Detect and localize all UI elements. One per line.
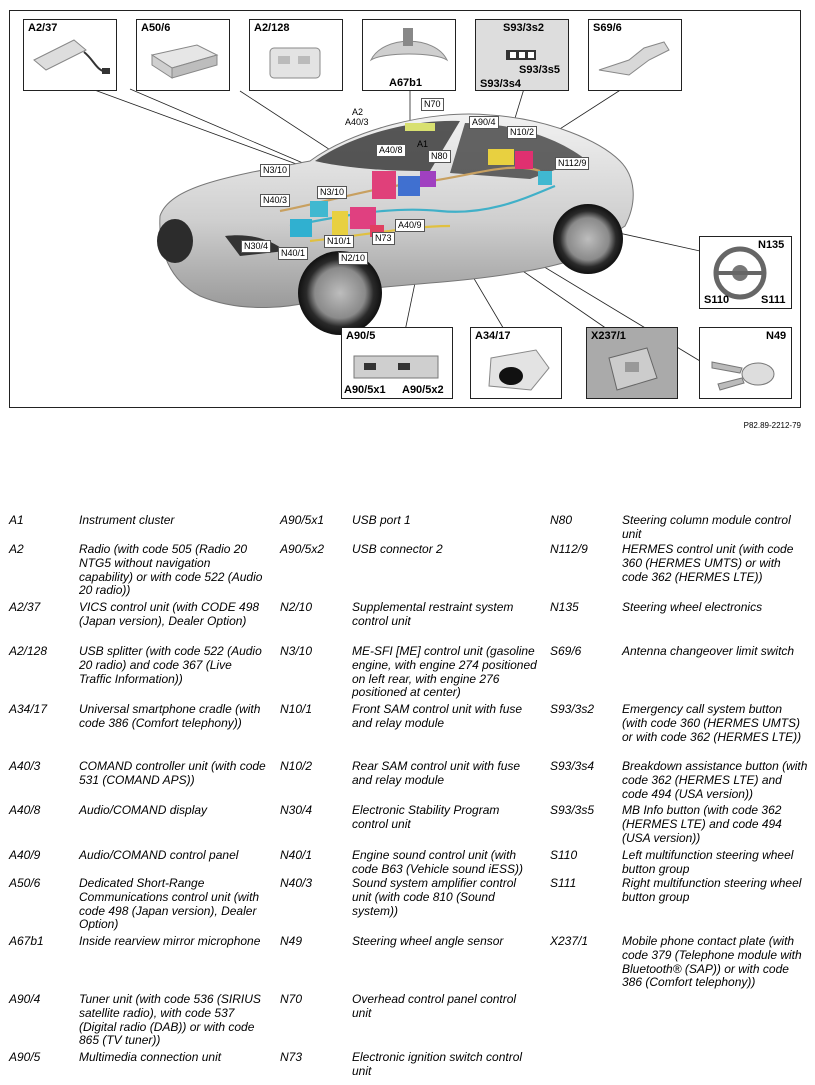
legend-code: A90/5x2 — [280, 542, 325, 556]
legend-code: A2/128 — [9, 644, 48, 658]
inset-a2-128 — [249, 19, 343, 91]
legend-code: A90/4 — [9, 992, 41, 1006]
inset-label: S69/6 — [593, 22, 622, 34]
inset-label: A67b1 — [389, 77, 423, 89]
legend-code: N112/9 — [550, 542, 588, 556]
callout-a40-8: A40/8 — [376, 144, 406, 157]
legend-description: Multimedia connection unit — [79, 1050, 222, 1064]
legend-code: A90/5x1 — [280, 513, 325, 527]
inset-label: A2/37 — [28, 22, 58, 34]
callout-n40-1: N40/1 — [278, 247, 308, 260]
legend-description: Audio/COMAND display — [79, 803, 208, 817]
legend-code: N10/2 — [280, 759, 313, 773]
callout-a2: A2 — [352, 107, 364, 117]
legend-description: Breakdown assistance button (with code 362 (HERMES LTE) and code 494 (USA version)) — [622, 759, 808, 801]
legend-code: N80 — [550, 513, 573, 527]
callout-n3-10-mid: N3/10 — [317, 186, 347, 199]
legend-code: N10/1 — [280, 702, 313, 716]
figure-reference: P82.89-2212-79 — [743, 421, 801, 430]
contact-plate-icon — [587, 328, 677, 398]
legend-code: N73 — [280, 1050, 303, 1064]
legend-description: ME-SFI [ME] control unit (gasoline engine, with engine 274 positioned on left rear, with engine 276 positioned at center) — [352, 644, 537, 700]
callout-n40-3: N40/3 — [260, 194, 290, 207]
smartphone-cradle-icon — [471, 328, 561, 398]
inset-a34-17 — [470, 327, 562, 399]
legend-code: S110 — [550, 848, 578, 862]
legend-code: N135 — [550, 600, 579, 614]
legend-description: Sound system amplifier control unit (with code 810 (Sound system)) — [352, 876, 517, 918]
legend-description: Rear SAM control unit with fuse and relay module — [352, 759, 521, 787]
legend-code: N70 — [280, 992, 303, 1006]
legend-description: Right multifunction steering wheel button group — [622, 876, 802, 904]
legend-code: S93/3s5 — [550, 803, 595, 817]
legend-description: Steering wheel electronics — [622, 600, 763, 614]
inset-label: A90/5x1 — [344, 384, 386, 396]
inset-label: S111 — [761, 294, 786, 306]
inset-label: A90/5x2 — [402, 384, 444, 396]
legend-code: N3/10 — [280, 644, 313, 658]
legend-description: Steering column module control unit — [622, 513, 791, 541]
legend-description: Radio (with code 505 (Radio 20 NTG5 without navigation capability) or with code 522 (Audio 20 radio)) — [79, 542, 263, 598]
inset-a50-6 — [136, 19, 230, 91]
usb-splitter-icon — [250, 20, 342, 90]
inset-label: N49 — [766, 330, 787, 342]
legend-description: Emergency call system button (with code 360 (HERMES UMTS) or with code 362 (HERMES LTE)) — [622, 702, 802, 744]
callout-n30-4: N30/4 — [241, 240, 271, 253]
legend-description: HERMES control unit (with code 360 (HERMES UMTS) or with code 362 (HERMES LTE)) — [622, 542, 794, 584]
legend-description: Audio/COMAND control panel — [79, 848, 239, 862]
callout-n10-1: N10/1 — [324, 235, 354, 248]
callout-n2-10: N2/10 — [338, 252, 368, 265]
legend-code: A90/5 — [9, 1050, 41, 1064]
legend-code: A40/8 — [9, 803, 41, 817]
legend-description: USB splitter (with code 522 (Audio 20 radio) and code 367 (Live Traffic Information)) — [79, 644, 262, 686]
inset-a90-5 — [341, 327, 453, 399]
callout-n112-9: N112/9 — [555, 157, 589, 170]
inset-label: A34/17 — [475, 330, 511, 342]
legend-code: A40/3 — [9, 759, 41, 773]
inset-n135 — [699, 236, 792, 309]
inset-label: A2/128 — [254, 22, 290, 34]
inset-label: X237/1 — [591, 330, 626, 342]
inset-a2-37 — [23, 19, 117, 91]
vics-unit-icon — [24, 20, 116, 90]
legend-description: Engine sound control unit (with code B63 (Vehicle sound iESS)) — [352, 848, 523, 876]
legend-code: N49 — [280, 934, 303, 948]
inset-label: S93/3s2 — [503, 22, 544, 34]
limit-switch-icon — [589, 20, 681, 90]
legend-description: COMAND controller unit (with code 531 (COMAND APS)) — [79, 759, 266, 787]
inset-x237-1 — [586, 327, 678, 399]
inset-label: A50/6 — [141, 22, 171, 34]
callout-a1: A1 — [417, 139, 429, 149]
legend-code: A67b1 — [9, 934, 44, 948]
inset-label: S93/3s4 — [480, 78, 521, 90]
legend-code: A40/9 — [9, 848, 41, 862]
callout-n80: N80 — [428, 150, 451, 163]
callout-n10-2: N10/2 — [507, 126, 537, 139]
inset-label: S110 — [704, 294, 730, 306]
inset-label: N135 — [758, 239, 785, 251]
callout-a40-9: A40/9 — [395, 219, 425, 232]
callout-n70: N70 — [421, 98, 444, 111]
legend-code: N30/4 — [280, 803, 313, 817]
overhead-buttons-icon — [476, 38, 568, 78]
legend-code: S93/3s2 — [550, 702, 595, 716]
legend-description: Front SAM control unit with fuse and relay module — [352, 702, 523, 730]
legend-description: USB port 1 — [352, 513, 411, 527]
legend-code: A1 — [9, 513, 24, 527]
legend-description: Inside rearview mirror microphone — [79, 934, 261, 948]
inset-label: S93/3s5 — [519, 64, 560, 76]
legend-description: Left multifunction steering wheel button group — [622, 848, 794, 876]
dsrc-unit-icon — [137, 20, 229, 90]
inset-a67b1 — [362, 19, 456, 91]
legend-description: Tuner unit (with code 536 (SIRIUS satellite radio), with code 537 (Digital radio (DAB)) or with code 865 (TV tuner)) — [79, 992, 261, 1048]
inset-label: A90/5 — [346, 330, 376, 342]
inset-n49 — [699, 327, 792, 399]
callout-n73: N73 — [372, 232, 395, 245]
legend-description: USB connector 2 — [352, 542, 443, 556]
legend-code: X237/1 — [550, 934, 589, 948]
legend-code: S93/3s4 — [550, 759, 595, 773]
legend-description: Overhead control panel control unit — [352, 992, 517, 1020]
legend-description: Antenna changeover limit switch — [622, 644, 795, 658]
legend-description: Supplemental restraint system control unit — [352, 600, 514, 628]
legend-description: Electronic Stability Program control unit — [352, 803, 500, 831]
steering-angle-sensor-icon — [700, 328, 791, 398]
callout-a40-3: A40/3 — [345, 117, 369, 127]
legend-description: Electronic ignition switch control unit — [352, 1050, 523, 1078]
legend-code: S111 — [550, 876, 577, 890]
component-location-figure — [9, 10, 801, 408]
legend-description: Instrument cluster — [79, 513, 175, 527]
legend-description: Mobile phone contact plate (with code 379 (Telephone module with Bluetooth® (SAP)) or with code 386 (Comfort telephony)) — [622, 934, 802, 990]
legend-code: S69/6 — [550, 644, 582, 658]
inset-s93-buttons — [475, 19, 569, 91]
legend-description: Steering wheel angle sensor — [352, 934, 504, 948]
legend-code: A34/17 — [9, 702, 48, 716]
legend-description: Universal smartphone cradle (with code 386 (Comfort telephony)) — [79, 702, 261, 730]
legend-code: N2/10 — [280, 600, 313, 614]
legend-code: A2 — [9, 542, 24, 556]
legend-code: A50/6 — [9, 876, 41, 890]
legend-description: Dedicated Short-Range Communications control unit (with code 498 (Japan version), Dealer Option) — [79, 876, 260, 932]
legend-code: N40/1 — [280, 848, 313, 862]
inset-s69-6 — [588, 19, 682, 91]
callout-a90-4: A90/4 — [469, 116, 499, 129]
legend-description: VICS control unit (with CODE 498 (Japan version), Dealer Option) — [79, 600, 260, 628]
legend-code: N40/3 — [280, 876, 313, 890]
callout-n3-10-left: N3/10 — [260, 164, 290, 177]
legend-code: A2/37 — [9, 600, 41, 614]
legend-description: MB Info button (with code 362 (HERMES LTE) and code 494 (USA version)) — [622, 803, 782, 845]
